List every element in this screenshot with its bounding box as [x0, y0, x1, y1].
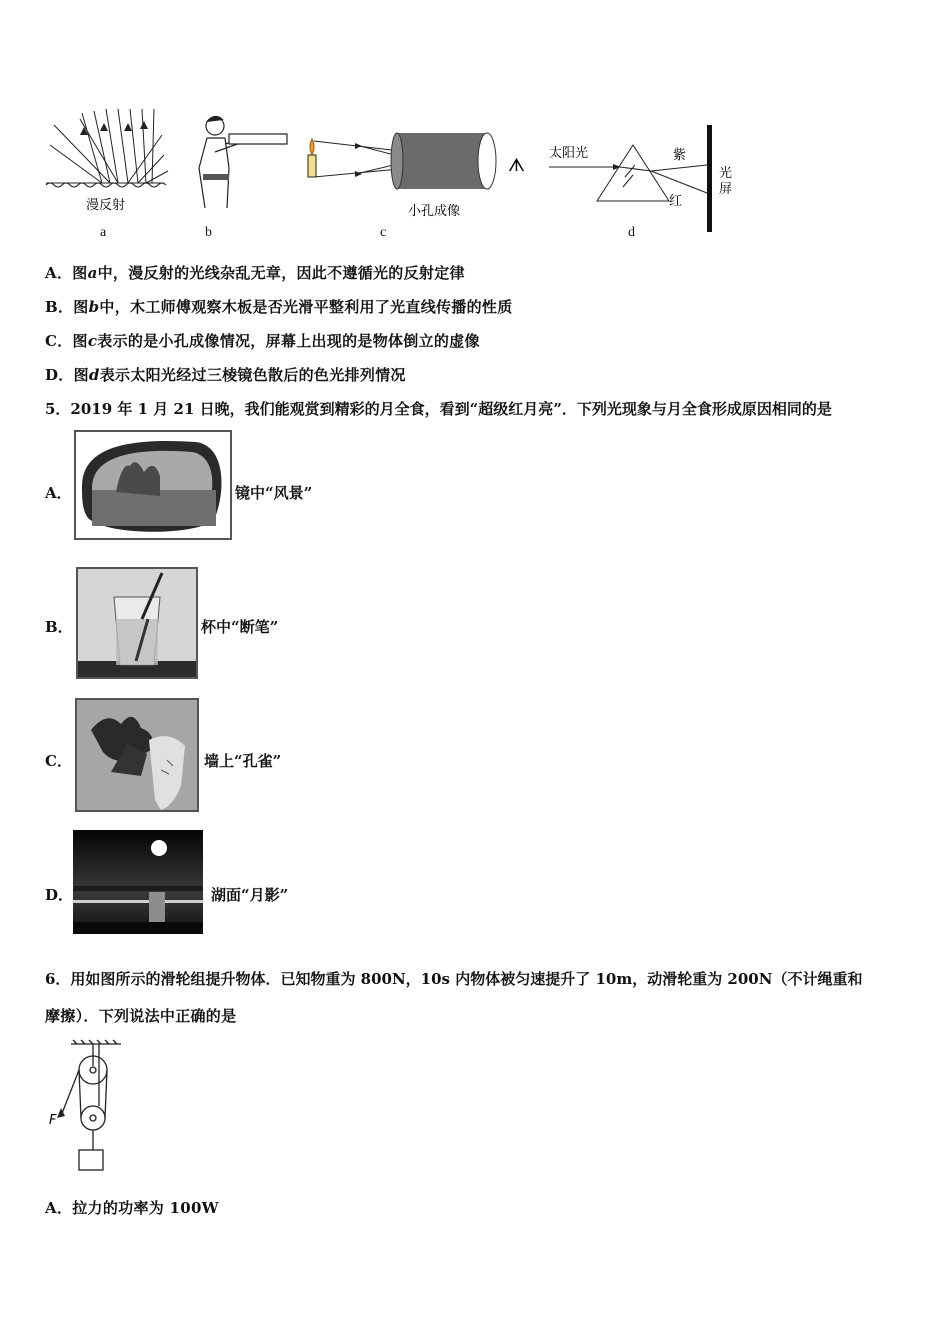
option-letter: A． — [45, 264, 73, 282]
option-letter: D． — [45, 366, 74, 384]
q5-option-b-caption: 杯中“断笔” — [201, 618, 279, 636]
q5-stem: 5．2019 年 1 月 21 日晚，我们能观赏到精彩的月全食，看到“超级红月亮”．下列光现象与月全食形成原因相同的是 — [45, 400, 832, 418]
red-label: 红 — [669, 194, 683, 209]
figure-b — [185, 112, 290, 212]
force-label: F — [49, 1113, 57, 1128]
option-text: 图 — [72, 264, 88, 282]
q5-option-a-caption: 镜中“风景” — [235, 484, 313, 502]
screen-label-1: 光 — [719, 166, 733, 181]
car-mirror-photo — [74, 430, 232, 540]
option-text: 表示的是小孔成像情况，屏幕上出现的是物体倒立的虚像 — [97, 332, 480, 350]
q5-option-b-letter[interactable]: B． — [45, 618, 73, 636]
option-text: 图 — [72, 332, 88, 350]
figure-c — [300, 125, 530, 225]
option-text: 图 — [73, 366, 89, 384]
option-letter: B． — [45, 298, 74, 316]
hand-shadow-photo — [75, 698, 199, 812]
q4-option-b[interactable] — [45, 296, 513, 317]
inverted-image-glyph: ᗑ — [508, 155, 525, 176]
q4-option-c[interactable] — [45, 330, 480, 351]
figure-a — [44, 105, 169, 240]
q5-option-d-caption: 湖面“月影” — [211, 886, 289, 904]
figure-c-caption: 小孔成像 — [408, 204, 461, 219]
carpenter-diagram — [185, 112, 290, 212]
option-var: d — [88, 366, 100, 384]
option-text: 图 — [73, 298, 89, 316]
pinhole-camera-diagram — [300, 125, 530, 225]
sunlight-label: 太阳光 — [549, 146, 589, 161]
q5-option-d-letter[interactable]: D． — [45, 886, 74, 904]
screen-label-2: 屏 — [719, 182, 733, 197]
q6-stem-line2: 摩擦）．下列说法中正确的是 — [45, 1007, 237, 1025]
diffuse-reflection-diagram — [44, 105, 169, 240]
figure-c-label: c — [380, 225, 387, 240]
q4-option-a[interactable] — [45, 262, 465, 283]
option-text: 表示太阳光经过三棱镜色散后的色光排列情况 — [99, 366, 406, 384]
option-letter: C． — [45, 332, 73, 350]
prism-dispersion-diagram — [545, 125, 755, 235]
figure-b-label: b — [205, 225, 212, 240]
q5-option-c-caption: 墙上“孔雀” — [204, 752, 282, 770]
option-var: c — [87, 332, 98, 350]
option-var: a — [87, 264, 98, 282]
pulley-diagram — [45, 1038, 135, 1178]
q5-option-c-letter[interactable]: C． — [45, 752, 72, 770]
figure-d — [545, 125, 755, 235]
q6-stem-line1: 6．用如图所示的滑轮组提升物体．已知物重为 800N，10s 内物体被匀速提升了 10m，动滑轮重为 200N（不计绳重和 — [45, 970, 863, 988]
lake-moon-photo — [73, 830, 203, 934]
option-text: 中，木工师傅观察木板是否光滑平整利用了光直线传播的性质 — [99, 298, 513, 316]
violet-label: 紫 — [673, 148, 687, 163]
q5-option-a-letter[interactable]: A． — [45, 484, 72, 502]
option-text: 中，漫反射的光线杂乱无章，因此不遵循光的反射定律 — [97, 264, 465, 282]
figure-a-label: a — [100, 225, 107, 240]
q6-option-a[interactable]: A．拉力的功率为 100W — [45, 1199, 219, 1217]
figure-a-caption: 漫反射 — [86, 198, 126, 213]
q4-option-d[interactable] — [45, 364, 406, 385]
glass-pencil-photo — [76, 567, 198, 679]
option-var: b — [88, 298, 100, 316]
figure-d-label: d — [628, 225, 635, 240]
